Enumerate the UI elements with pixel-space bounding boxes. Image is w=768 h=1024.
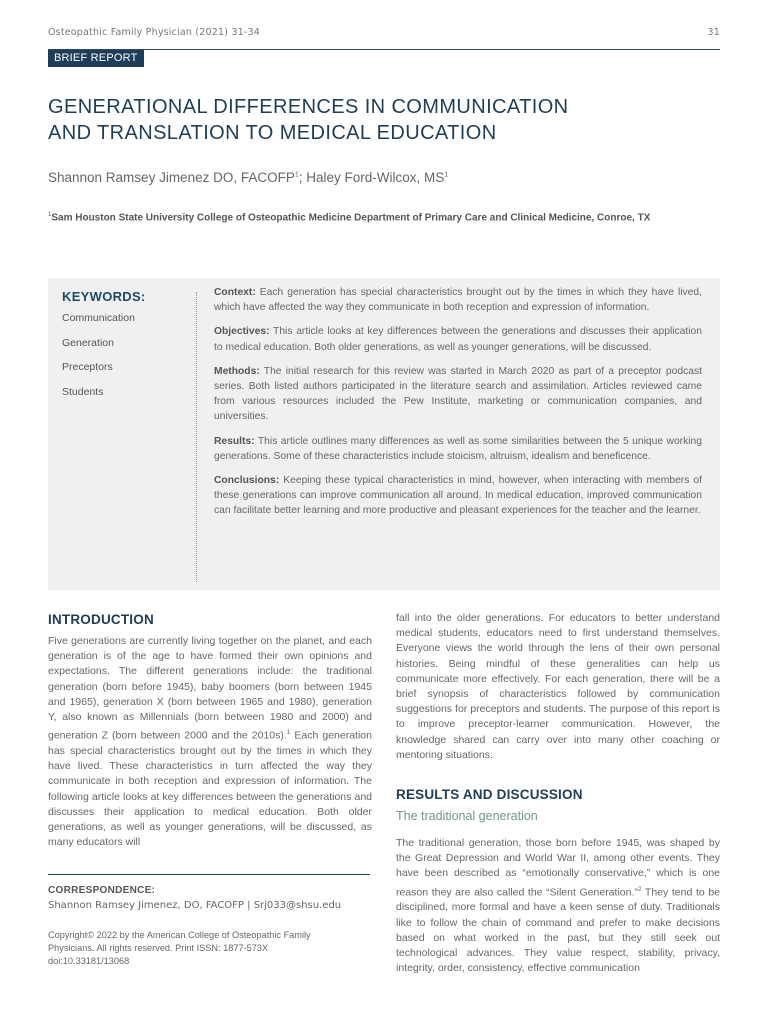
doi: doi:10.33181/13068 bbox=[48, 956, 130, 967]
author-2: ; Haley Ford-Wilcox, MS bbox=[298, 170, 445, 185]
journal-citation: Osteopathic Family Physician (2021) 31-34 bbox=[48, 27, 260, 38]
keyword-item: Students bbox=[62, 385, 104, 398]
abstract-text bbox=[214, 285, 702, 528]
article-title bbox=[48, 94, 720, 146]
keyword-item: Generation bbox=[62, 336, 114, 349]
correspondence-heading: CORRESPONDENCE: bbox=[48, 885, 156, 896]
header-rule bbox=[48, 49, 720, 50]
affiliation-mark: 1 bbox=[48, 212, 52, 218]
introduction-text-2: Each generation has special characteristics brought out by the times in which they have lived. These characteristics in turn affected the way they communicate in both reception and expression of information. The following article looks at key differences between the generations and discusses their application to medical education. Both older generations, as well as younger generations, will be discussed, as many educators will bbox=[48, 729, 372, 849]
affiliation-text: Sam Houston State University College of Osteopathic Medicine Department of Primary Care and Clinical Medicine, Conroe, TX bbox=[51, 212, 651, 224]
abstract-results-body: This article outlines many differences as well as some similarities between the 5 unique working generations. Some of these characteristics include stoicism, altruism, idealism and beneficence. bbox=[214, 435, 702, 462]
results-text-1: The traditional generation, those born before 1945, was shaped by the Great Depression and World War II, among other events. They have been described as “emotionally conservative,” which is one reason they are also called the “Silent Generation.” bbox=[396, 837, 720, 899]
introduction-heading: INTRODUCTION bbox=[48, 612, 154, 627]
page-number: 31 bbox=[707, 27, 720, 38]
keywords-list bbox=[62, 310, 192, 408]
copyright-notice bbox=[48, 929, 368, 969]
author-list bbox=[48, 170, 720, 185]
abstract-conclusions-body: Keeping these typical characteristics in mind, however, when interacting with members of these generations can improve communication all around. In medical education, improved communication can facilitate better learning and more productive and pleasant experiences for the teacher and the learner. bbox=[214, 475, 702, 517]
title-line-1: GENERATIONAL DIFFERENCES IN COMMUNICATION bbox=[48, 96, 569, 118]
reference-2: 2 bbox=[637, 885, 642, 893]
abstract-methods bbox=[214, 364, 702, 425]
abstract-objectives-body: This article looks at key differences between the generations and discusses their application to medical education. Both older generations, as well as younger generations, will be discussed. bbox=[214, 326, 702, 353]
introduction-continuation bbox=[396, 611, 720, 763]
copyright-line-1: Copyright© 2022 by the American College of Osteopathic Family bbox=[48, 930, 311, 940]
keyword-item: Communication bbox=[62, 312, 135, 324]
affiliation bbox=[48, 212, 720, 223]
correspondence-text: Shannon Ramsey Jimenez, DO, FACOFP | Srj033@shsu.edu bbox=[48, 900, 342, 911]
introduction-body bbox=[48, 634, 372, 850]
abstract-objectives-label: Objectives: bbox=[214, 326, 270, 338]
reference-1: 1 bbox=[286, 729, 291, 737]
abstract-conclusions bbox=[214, 473, 702, 519]
correspondence-rule bbox=[48, 874, 370, 875]
abstract-context bbox=[214, 285, 702, 315]
running-header bbox=[48, 27, 720, 38]
author-1: Shannon Ramsey Jimenez DO, FACOFP bbox=[48, 170, 295, 185]
abstract-methods-body: The initial research for this review was started in March 2020 as part of a preceptor podcast series. Both listed authors participated in the literature search and assimilation. Articles reviewed came from various resources included the Pew Institute, marketing or communication companies, and universities. bbox=[214, 365, 702, 423]
copyright-line-2: Physicians. All rights reserved. Print ISSN: 1877-573X bbox=[48, 943, 269, 954]
abstract-methods-label: Methods: bbox=[214, 365, 260, 377]
article-type-badge: BRIEF REPORT bbox=[48, 50, 144, 67]
abstract-context-body: Each generation has special characteristics brought out by the times in which they have lived, which have affected the way they communicate in both reception and expression of information. bbox=[214, 287, 702, 314]
introduction-continuation-text: fall into the older generations. For educators to better understand medical students, educators need to first understand themselves. Everyone views the world through the lens of their own personal histories. Being mindful of these generalities can help us communicate more effectively. For each generation, there will be a brief synopsis of characteristics followed by communication suggestions for preceptors and students. The purpose of this report is to improve preceptor-learner communication. However, the knowledge shared can carry over into many other coaching or mentoring situations. bbox=[396, 612, 720, 761]
keyword-item: Preceptors bbox=[62, 361, 113, 373]
abstract-objectives bbox=[214, 324, 702, 354]
abstract-results bbox=[214, 434, 702, 464]
keywords-heading: KEYWORDS: bbox=[62, 289, 146, 304]
title-line-2: AND TRANSLATION TO MEDICAL EDUCATION bbox=[48, 122, 497, 144]
abstract-results-label: Results: bbox=[214, 435, 255, 447]
author-1-affiliation-mark: 1 bbox=[294, 171, 299, 179]
abstract-divider bbox=[196, 292, 197, 582]
introduction-text-1: Five generations are currently living together on the planet, and each generation is of the age to have formed their own opinions and expectations. The different generations include: the traditional generation (born before 1945), baby boomers (born between 1945 and 1965), generation X (born between 1965 and 1980), generation Y, also known as Millennials (born between 1980 and 2000) and generation Z (born between 2000 and the 2010s). bbox=[48, 635, 372, 742]
abstract-context-label: Context: bbox=[214, 287, 256, 298]
results-body bbox=[396, 836, 720, 976]
author-2-affiliation-mark: 1 bbox=[444, 171, 449, 179]
traditional-generation-subheading: The traditional generation bbox=[396, 809, 538, 823]
results-text-2: They tend to be disciplined, more formal and have a keen sense of duty. Traditionals like to follow the chain of command and prefer to make decisions based on what worked in the past, but they still seek out technological advances. They value respect, stability, privacy, integrity, order, consistency, effective communication bbox=[396, 886, 720, 975]
abstract-conclusions-label: Conclusions: bbox=[214, 475, 280, 487]
results-heading: RESULTS AND DISCUSSION bbox=[396, 787, 583, 802]
